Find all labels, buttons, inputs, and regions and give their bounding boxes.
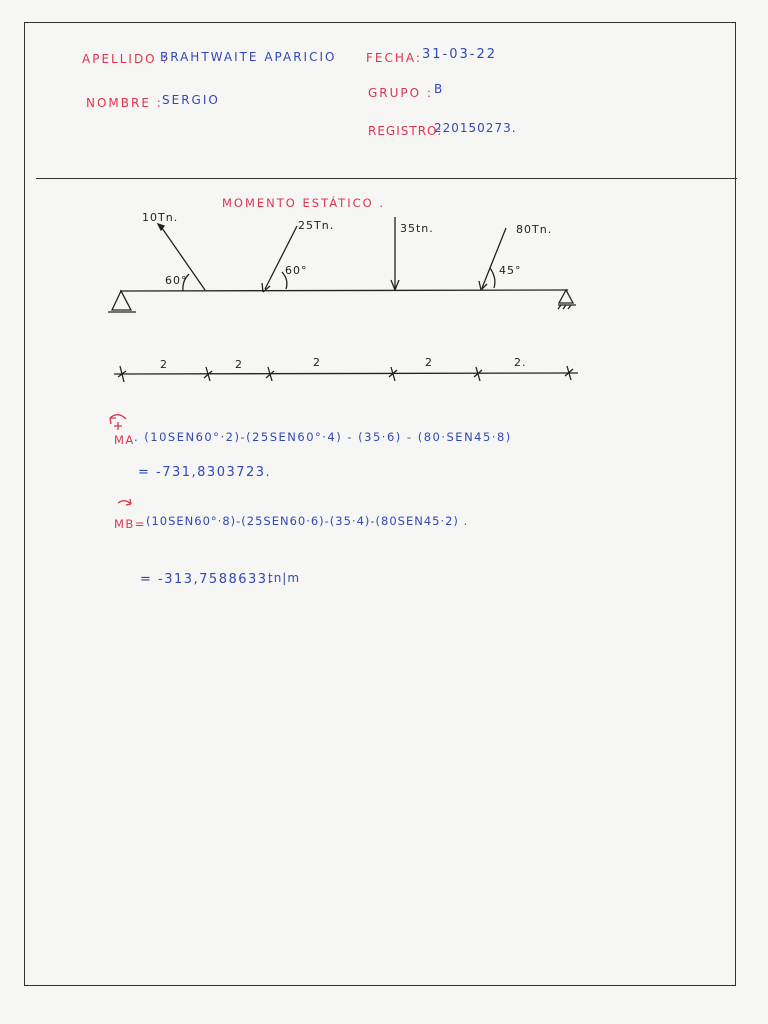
pin-support-a	[108, 291, 136, 312]
angle-label-1: 60°	[165, 274, 188, 287]
counterclockwise-moment-icon	[110, 415, 126, 430]
mb-result: = -313,7588633.	[140, 572, 274, 587]
angle-label-3: 45°	[499, 264, 522, 277]
registro-value: 220150273.	[434, 121, 517, 135]
apellido-value: BRAHTWAITE APARICIO	[160, 50, 337, 64]
load-arrow-35tn	[391, 217, 399, 290]
nombre-label: NOMBRE :	[86, 96, 163, 110]
registro-label: REGISTRO:	[368, 124, 443, 138]
clockwise-moment-icon	[118, 499, 131, 505]
span-label-1: 2	[160, 358, 168, 371]
span-label-2: 2	[235, 358, 243, 371]
span-label-5: 2.	[514, 356, 527, 369]
ma-label: MA	[114, 433, 135, 447]
ma-result: = -731,8303723.	[138, 465, 272, 480]
span-label-3: 2	[313, 356, 321, 369]
span-dimension-line	[114, 373, 578, 374]
mb-unit: tn|m	[268, 571, 301, 585]
load-label-80tn: 80Tn.	[516, 223, 553, 236]
load-label-10tn: 10Tn.	[142, 211, 179, 224]
load-label-25tn: 25Tn.	[298, 219, 335, 232]
grupo-value: B	[434, 82, 445, 96]
load-arrow-80tn	[479, 228, 506, 290]
angle-label-2: 60°	[285, 264, 308, 277]
mb-expression: (10SEN60°·8)-(25SEN60·6)-(35·4)-(80SEN45·2) .	[146, 514, 469, 528]
mb-label: MB=	[114, 517, 146, 531]
nombre-value: SERGIO	[162, 93, 220, 107]
grupo-label: GRUPO :	[368, 86, 433, 100]
pin-support-b	[558, 290, 576, 309]
fecha-label: FECHA:	[366, 51, 422, 65]
span-label-4: 2	[425, 356, 433, 369]
apellido-label: APELLIDO :	[82, 52, 169, 66]
beam-line	[120, 290, 568, 291]
fecha-value: 31-03-22	[422, 47, 498, 62]
load-arrow-25tn	[262, 226, 297, 292]
ma-expression: . (10SEN60°·2)-(25SEN60°·4) - (35·6) - (80·SEN45·8)	[134, 430, 512, 444]
load-label-35tn: 35tn.	[400, 222, 434, 235]
section-title: MOMENTO ESTÁTICO .	[222, 196, 385, 210]
